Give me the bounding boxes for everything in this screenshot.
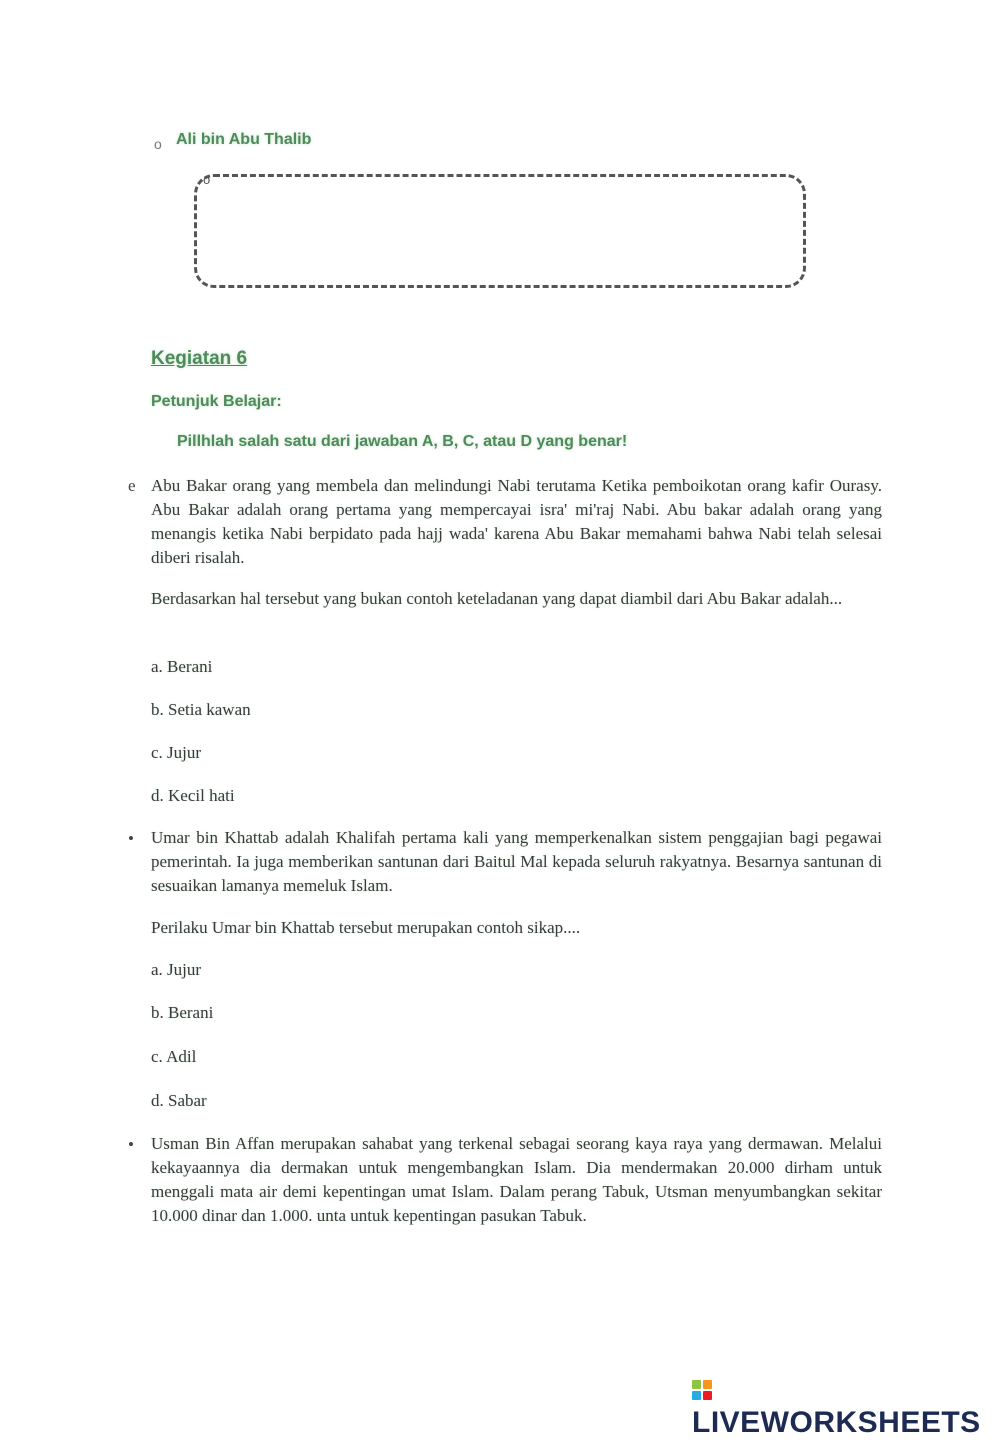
answer-input-box[interactable] [194, 174, 806, 288]
list-bullet: o [154, 136, 162, 152]
question-1-prompt: Berdasarkan hal tersebut yang bukan contoh keteladanan yang dapat diambil dari Abu Bakar adalah... [151, 589, 843, 608]
liveworksheets-logo [692, 1372, 1000, 1440]
item-label-ali: Ali bin Abu Thalib [176, 131, 312, 148]
question-1-option-d[interactable]: d. Kecil hati [151, 786, 235, 805]
box-marker: o [203, 172, 211, 187]
question-2-prompt: Perilaku Umar bin Khattab tersebut merupakan contoh sikap.... [151, 918, 581, 937]
question-1-option-b[interactable]: b. Setia kawan [151, 700, 251, 719]
question-1-option-a[interactable]: a. Berani [151, 657, 213, 676]
question-bullet: e [128, 476, 136, 495]
question-1-passage: Abu Bakar orang yang membela dan melindungi Nabi terutama Ketika pemboikotan orang kafir Ourasy. Abu Bakar adalah orang pertama yang mempercayai isra' mi'raj Nabi. Abu bakar adalah orang yang menangis ketika Nabi berpidato pada hajj wada' karena Abu Bakar memahami bahwa Nabi telah selesai diberi risalah. [151, 476, 882, 567]
question-2-option-a[interactable]: a. Jujur [151, 960, 202, 979]
instruction-text: Pillhlah salah satu dari jawaban A, B, C, atau D yang benar! [177, 433, 628, 450]
question-1-option-c[interactable]: c. Jujur [151, 743, 202, 762]
logo-text: LIVEWORKSHEETS [692, 1406, 981, 1439]
question-2-option-c[interactable]: c. Adil [151, 1047, 197, 1066]
activity-title: Kegiatan 6 [151, 348, 248, 369]
instruction-heading: Petunjuk Belajar: [151, 393, 282, 410]
logo-mark-icon [692, 1380, 712, 1400]
question-2-option-b[interactable]: b. Berani [151, 1003, 214, 1022]
question-2-passage: Umar bin Khattab adalah Khalifah pertama kali yang memperkenalkan sistem penggajian bagi pegawai pemerintah. Ia juga memberikan santunan dari Baitul Mal kepada seluruh rakyatnya. Besarnya santunan di sesuaikan lamanya memeluk Islam. [151, 828, 882, 895]
question-bullet: • [128, 829, 134, 848]
question-3-passage: Usman Bin Affan merupakan sahabat yang terkenal sebagai seorang kaya raya yang dermawan. Melalui kekayaannya dia dermakan untuk mengembangkan Islam. Dia mendermakan 20.000 dirham untuk menggali mata air demi kepentingan umat Islam. Dalam perang Tabuk, Utsman menyumbangkan sekitar 10.000 dinar dan 1.000. unta untuk kepentingan pasukan Tabuk. [151, 1134, 882, 1225]
question-2-option-d[interactable]: d. Sabar [151, 1091, 207, 1110]
question-bullet: • [128, 1135, 134, 1154]
